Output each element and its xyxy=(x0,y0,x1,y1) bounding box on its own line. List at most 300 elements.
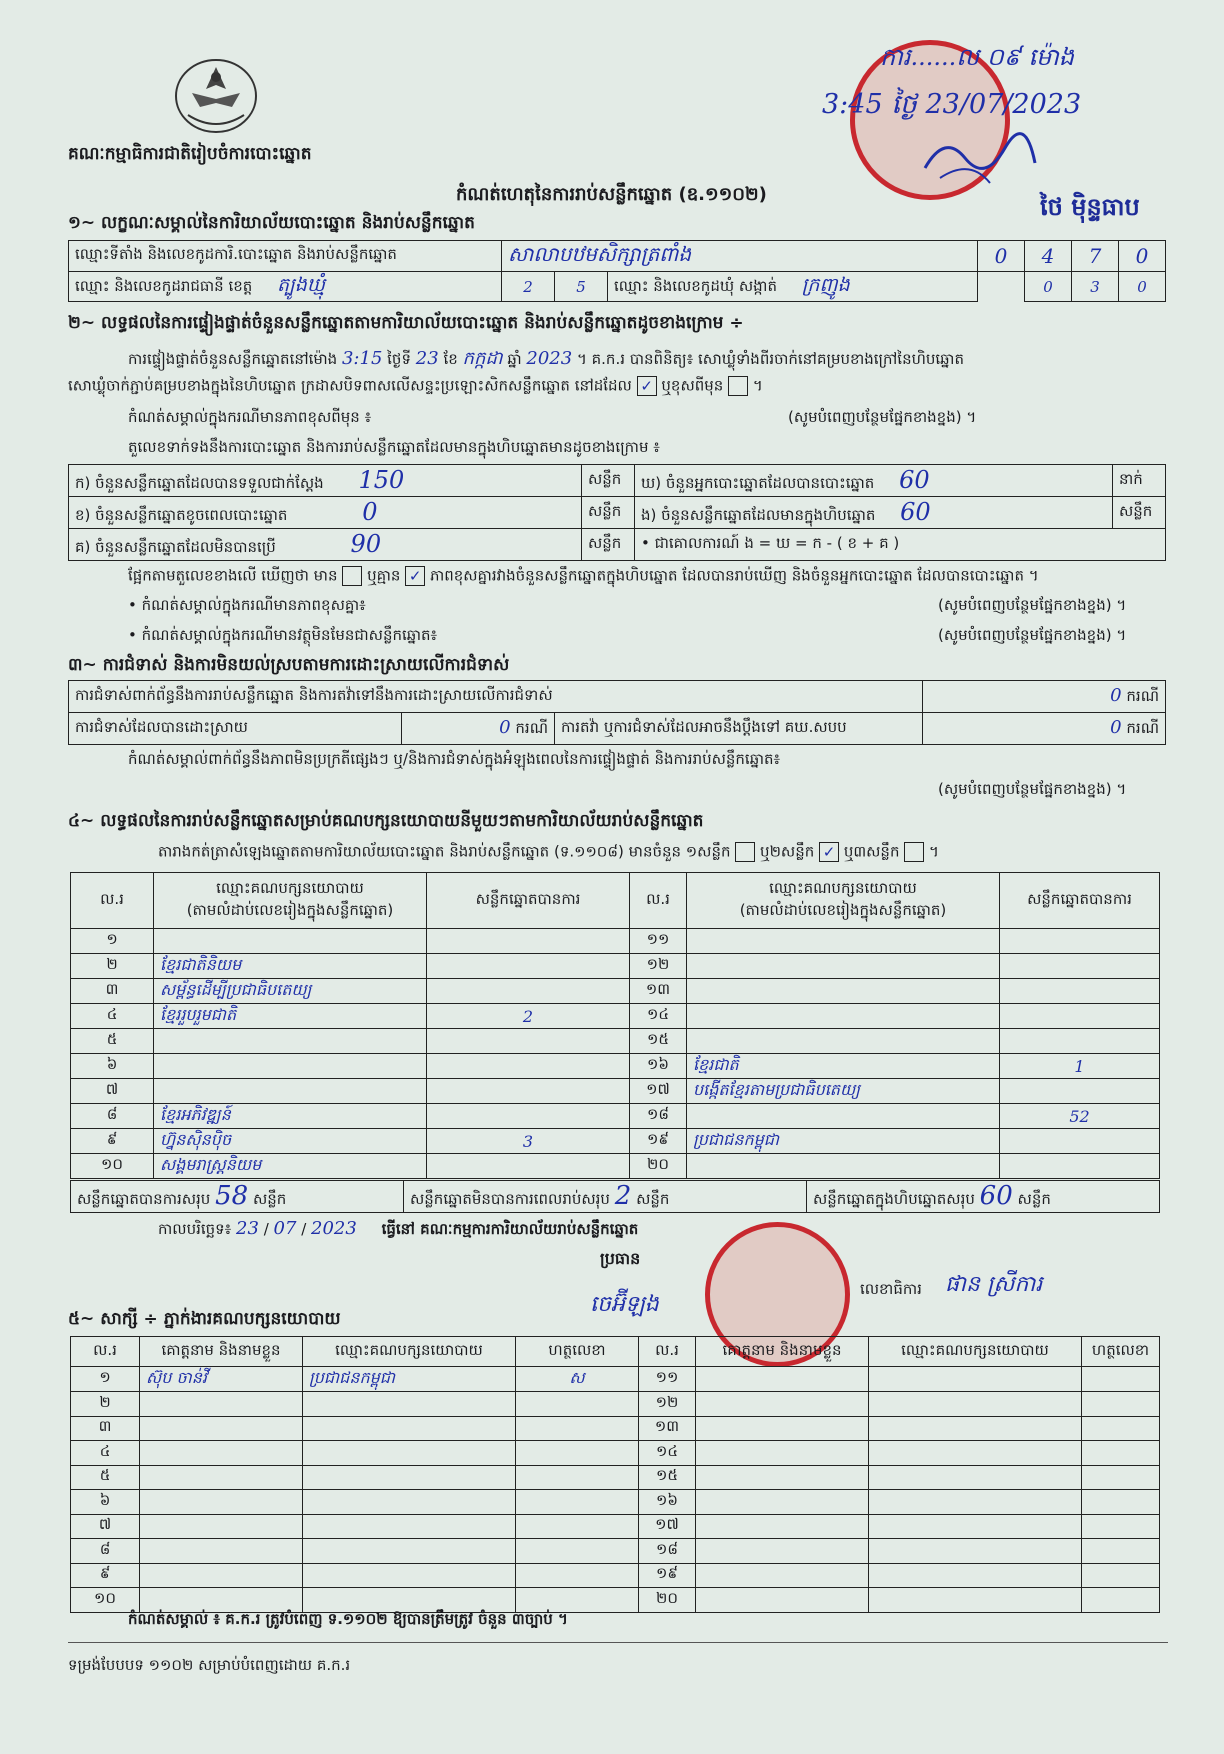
witness-row-no-right: ១៤ xyxy=(639,1441,696,1466)
figures-table xyxy=(68,464,1166,561)
chair-label: ប្រធាន xyxy=(600,1249,641,1268)
witness-row-sign-right xyxy=(1082,1367,1160,1392)
changed-label: ឬខុសពីមុន xyxy=(661,376,724,395)
section2-title: ២~ លទ្ធផលនៃការផ្ទៀងផ្ទាត់ចំនួនសន្លឹកឆ្នោតតាមការិយាល័យបោះឆ្នោត និងរាប់សន្លឹកឆ្នោតដូចខាងក្រោម ÷ xyxy=(68,313,744,333)
verify-suffix: ។ គ.ក.រ បានពិនិត្យ៖ សោឃ្លុំទាំងពីរចាក់នៅគម្របខាងក្រៅនៃហិបឆ្នោត xyxy=(576,350,964,368)
witness-row-party-right xyxy=(869,1441,1082,1466)
results-row-no-left: ១០ xyxy=(71,1154,154,1179)
fig-e xyxy=(635,497,1113,529)
results-row-no-right: ១១ xyxy=(630,929,687,954)
results-row-votes-right: 1 xyxy=(1000,1054,1160,1079)
verify-day: 23 xyxy=(415,348,439,369)
appeal-unit: ករណី xyxy=(1126,718,1159,737)
section3-table xyxy=(68,680,1166,745)
witness-row-name-right xyxy=(696,1392,869,1417)
witness-row-party-right xyxy=(869,1367,1082,1392)
witness-row-sign-right xyxy=(1082,1588,1160,1613)
witness-row-sign-right xyxy=(1082,1539,1160,1564)
results-row-party-right xyxy=(687,1154,1000,1179)
province-code-2: 5 xyxy=(555,272,608,302)
fig-b xyxy=(69,497,582,529)
results-row-votes-right xyxy=(1000,1154,1160,1179)
secretary-label: លេខាធិការ xyxy=(860,1280,922,1298)
witness-row-no-left: ៣ xyxy=(71,1416,140,1441)
witness-row-no-left: ២ xyxy=(71,1392,140,1417)
witness-row-party-right xyxy=(869,1490,1082,1515)
witness-table xyxy=(70,1336,1160,1613)
results-row-no-right: ១២ xyxy=(630,954,687,979)
witness-row-name-left xyxy=(140,1490,303,1515)
witness-row-name-right xyxy=(696,1367,869,1392)
date-label: កាលបរិច្ឆេទ៖ xyxy=(158,1220,232,1238)
witness-row-party-right xyxy=(869,1539,1082,1564)
date-line: កាលបរិច្ឆេទ៖ 23 / 07 / 2023 ធ្វើនៅ គណៈកម្មការការិយាល័យរាប់សន្លឹកឆ្នោត xyxy=(158,1218,639,1239)
results-row-party-left: ខ្មែររួបរួមជាតិ xyxy=(154,1004,427,1029)
footnote: កំណត់សម្គាល់ ៖ គ.ក.រ ត្រូវបំពេញ ទ.១១០២ ឱ្យបានត្រឹមត្រូវ ចំនួន ៣ច្បាប់ ។ xyxy=(128,1610,568,1628)
results-col-party-right xyxy=(687,873,1000,929)
results-row-votes-left xyxy=(427,1104,630,1129)
witness-row-sign-left xyxy=(516,1465,639,1490)
results-col-party-right-sub: (តាមលំដាប់លេខរៀងក្នុងសន្លឹកឆ្នោត) xyxy=(739,900,947,919)
results-row-votes-right xyxy=(1000,929,1160,954)
witness-row-sign-right xyxy=(1082,1416,1160,1441)
witness-row-party-left xyxy=(303,1465,516,1490)
two-sheet-checkbox[interactable]: ✓ xyxy=(819,842,839,862)
results-row-no-right: ១៧ xyxy=(630,1079,687,1104)
witness-row-name-left xyxy=(140,1588,303,1613)
results-row-votes-right xyxy=(1000,1029,1160,1054)
witness-col-sign-left: ហត្ថលេខា xyxy=(516,1337,639,1367)
results-row-no-right: ១៤ xyxy=(630,1004,687,1029)
witness-row-party-left xyxy=(303,1514,516,1539)
witness-col-party-left: ឈ្មោះគណបក្សនយោបាយ xyxy=(303,1337,516,1367)
fig-e-value: 60 xyxy=(900,497,931,526)
results-row-no-right: ១៩ xyxy=(630,1129,687,1154)
witness-row-name-left xyxy=(140,1465,303,1490)
results-row-no-left: ៧ xyxy=(71,1079,154,1104)
fig-a xyxy=(69,465,582,497)
witness-row xyxy=(71,1367,1160,1392)
results-row-party-right xyxy=(687,1029,1000,1054)
witness-body xyxy=(71,1367,1160,1613)
fig-formula: • ជាគោលការណ៍ ង = ឃ = ក - ( ខ + គ ) xyxy=(635,529,1166,561)
witness-row xyxy=(71,1465,1160,1490)
witness-row-no-right: ១៨ xyxy=(639,1539,696,1564)
results-row-party-right xyxy=(687,1104,1000,1129)
fill-note-3: (សូមបំពេញបន្ថែមផ្នែកខាងខ្នង) ។ xyxy=(938,626,1127,644)
fig-e-unit: សន្លឹក xyxy=(1113,497,1166,529)
three-sheet-label: ឬ៣សន្លឹក xyxy=(843,842,900,861)
witness-row-party-right xyxy=(869,1514,1082,1539)
tally-sheet-line: តារាងកត់ត្រាសំឡេងឆ្នោតតាមការិយាល័យបោះឆ្នោត និងរាប់សន្លឹកឆ្នោត (ទ.១១០៨) មានចំនួន ១សន្លឹក ឬ២សន្លឹក ✓ ឬ៣សន្លឹក ។ xyxy=(158,842,939,861)
results-row-no-right: ២០ xyxy=(630,1154,687,1179)
witness-row-no-left: ១ xyxy=(71,1367,140,1392)
witness-row-party-left xyxy=(303,1539,516,1564)
fig-d xyxy=(635,465,1113,497)
fig-d-value: 60 xyxy=(899,465,930,494)
witness-row xyxy=(71,1416,1160,1441)
results-row-votes-right xyxy=(1000,1129,1160,1154)
witness-row xyxy=(71,1392,1160,1417)
appeal-label: ការតវ៉ា ឬការជំទាស់ដែលអាចនឹងប្តឹងទៅ គឃ.សបប xyxy=(555,713,923,745)
diff-no-label: ឬគ្មាន xyxy=(367,566,401,585)
witness-row-party-right xyxy=(869,1465,1082,1490)
fill-note-2: (សូមបំពេញបន្ថែមផ្នែកខាងខ្នង) ។ xyxy=(938,596,1127,614)
same-checkbox[interactable]: ✓ xyxy=(637,376,657,396)
verify-month-label: ខែ xyxy=(443,350,458,368)
commune-code-3: 0 xyxy=(1119,272,1166,302)
fig-c-value: 90 xyxy=(350,529,382,558)
witness-row-party-right xyxy=(869,1392,1082,1417)
commune-label xyxy=(608,272,978,302)
witness-row xyxy=(71,1490,1160,1515)
results-row-votes-left xyxy=(427,1029,630,1054)
results-row-party-right xyxy=(687,1004,1000,1029)
results-row-party-left xyxy=(154,1054,427,1079)
verify-time-label: ការផ្ទៀងផ្ទាត់ចំនួនសន្លឹកឆ្នោតនៅម៉ោង xyxy=(128,350,338,368)
bullet-1-line xyxy=(128,596,1168,618)
verify-month: កក្កដា xyxy=(462,348,503,369)
witness-row-no-left: ៩ xyxy=(71,1563,140,1588)
section4-title: ៤~ លទ្ធផលនៃការរាប់សន្លឹកឆ្នោតសម្រាប់គណបក្សនយោបាយនីមួយៗតាមការិយាល័យរាប់សន្លឹកឆ្នោត xyxy=(68,811,704,831)
results-row-party-right: ប្រជាជនកម្ពុជា xyxy=(687,1129,1000,1154)
witness-row-sign-left xyxy=(516,1416,639,1441)
witness-col-sign-right: ហត្ថលេខា xyxy=(1082,1337,1160,1367)
date-day: 23 xyxy=(236,1218,259,1239)
witness-row-sign-right xyxy=(1082,1441,1160,1466)
results-col-votes-right: សន្លឹកឆ្នោតបានការ xyxy=(1000,873,1160,929)
witness-row-name-right xyxy=(696,1441,869,1466)
commune-value: ក្រញូង xyxy=(801,273,850,296)
witness-row-party-left: ប្រជាជនកម្ពុជា xyxy=(303,1367,516,1392)
diff-no-checkbox[interactable]: ✓ xyxy=(405,566,425,586)
witness-row-party-left xyxy=(303,1588,516,1613)
date-year: 2023 xyxy=(311,1218,357,1239)
location-label: ឈ្មោះទីតាំង និងលេខកូដការិ.បោះឆ្នោត និងរាប់សន្លឹកឆ្នោត xyxy=(69,241,502,272)
results-row-no-left: ៨ xyxy=(71,1104,154,1129)
witness-row-sign-left xyxy=(516,1514,639,1539)
witness-row-party-right xyxy=(869,1563,1082,1588)
results-row-party-left xyxy=(154,1029,427,1054)
results-row-party-left: ហ្វ៊ុនស៊ិនប៉ិច xyxy=(154,1129,427,1154)
objection-cell xyxy=(923,681,1166,713)
verify-line-2-text: សោឃ្លុំចាក់ភ្ជាប់គម្របខាងក្នុងនៃហិបឆ្នោត ក្រដាសបិទពាសលើសន្ទះប្រឡោះសិកសន្លឹកឆ្នោត នៅដដែល xyxy=(68,376,632,395)
witness-row-name-left xyxy=(140,1392,303,1417)
witness-row-name-left xyxy=(140,1416,303,1441)
results-row xyxy=(71,1054,1160,1079)
verify-year-label: ឆ្នាំ xyxy=(507,350,522,368)
witness-row-no-right: ២០ xyxy=(639,1588,696,1613)
results-row-votes-right xyxy=(1000,1004,1160,1029)
date-month: 07 xyxy=(273,1218,297,1239)
results-row-no-right: ១៥ xyxy=(630,1029,687,1054)
witness-row-sign-left xyxy=(516,1490,639,1515)
diff-note-label: កំណត់សម្គាល់ក្នុងករណីមានភាពខុសពីមុន ៖ xyxy=(128,408,372,426)
results-row-votes-left: 2 xyxy=(427,1004,630,1029)
fill-note-4: (សូមបំពេញបន្ថែមផ្នែកខាងខ្នង) ។ xyxy=(938,780,1127,798)
org-name: គណៈកម្មាធិការជាតិរៀបចំការបោះឆ្នោត xyxy=(68,144,312,164)
results-row-party-left: សម្ព័ន្ធដើម្បីប្រជាធិបតេយ្យ xyxy=(154,979,427,1004)
results-col-party-left-sub: (តាមលំដាប់លេខរៀងក្នុងសន្លឹកឆ្នោត) xyxy=(186,900,394,919)
results-row-party-left xyxy=(154,1079,427,1104)
irregularity-note: កំណត់សម្គាល់ពាក់ព័ន្ធនឹងភាពមិនប្រក្រតីផ្សេងៗ ឬ/និងការជំទាស់ក្នុងអំឡុងពេលនៃការផ្ទៀងផ្ទាត់ និងការរាប់សន្លឹកឆ្នោត៖ xyxy=(128,750,781,768)
appeal-cell xyxy=(923,713,1166,745)
province-label-text: ឈ្មោះ និងលេខកូដរាជធានី ខេត្ត xyxy=(75,276,253,295)
location-code-3: 7 xyxy=(1072,241,1119,272)
resolved-cell xyxy=(402,713,555,745)
bullet-2-line xyxy=(128,626,1168,648)
sum-invalid-label: សន្លឹកឆ្នោតមិនបានការពេលរាប់សរុប xyxy=(410,1190,610,1208)
changed-checkbox[interactable] xyxy=(728,376,748,396)
results-col-party-right-title: ឈ្មោះគណបក្សនយោបាយ xyxy=(769,878,917,897)
results-row xyxy=(71,979,1160,1004)
witness-row-no-right: ១៣ xyxy=(639,1416,696,1441)
commune-label-text: ឈ្មោះ និងលេខកូដឃុំ សង្កាត់ xyxy=(614,276,777,295)
verify-line-2: សោឃ្លុំចាក់ភ្ជាប់គម្របខាងក្នុងនៃហិបឆ្នោត ក្រដាសបិទពាសលើសន្ទះប្រឡោះសិកសន្លឹកឆ្នោត នៅដដែល ✓ ឬខុសពីមុន ។ xyxy=(68,376,763,395)
verify-year: 2023 xyxy=(526,348,573,369)
verify-line-1 xyxy=(128,346,1168,373)
results-row-votes-right xyxy=(1000,1079,1160,1104)
results-row-no-left: ៣ xyxy=(71,979,154,1004)
results-col-no-left: ល.រ xyxy=(71,873,154,929)
witness-row-party-left xyxy=(303,1392,516,1417)
results-row-votes-left xyxy=(427,1154,630,1179)
witness-row-name-right xyxy=(696,1416,869,1441)
province-value: ត្បូងឃ្មុំ xyxy=(277,273,325,296)
tally-sheet-label: តារាងកត់ត្រាសំឡេងឆ្នោតតាមការិយាល័យបោះឆ្នោត និងរាប់សន្លឹកឆ្នោត (ទ.១១០៨) មានចំនួន ១សន្លឹក xyxy=(158,842,731,861)
fig-d-label: ឃ) ចំនួនអ្នកបោះឆ្នោតដែលបានបោះឆ្នោត xyxy=(641,473,875,492)
witness-row-party-left xyxy=(303,1416,516,1441)
fig-c-label: គ) ចំនួនសន្លឹកឆ្នោតដែលមិនបានប្រើ xyxy=(75,537,276,556)
results-row-party-left: ខ្មែរជាតិនិយម xyxy=(154,954,427,979)
witness-row-party-left xyxy=(303,1490,516,1515)
province-code-1: 2 xyxy=(502,272,555,302)
diff-yes-checkbox[interactable] xyxy=(342,566,362,586)
stamp-note-1: ការ......ល ០៩ ម៉ោង xyxy=(880,43,1075,71)
fill-note-1: (សូមបំពេញបន្ថែមផ្នែកខាងខ្នង) ។ xyxy=(788,408,977,426)
verify-time: 3:15 xyxy=(341,348,383,369)
witness-row-name-left xyxy=(140,1514,303,1539)
witness-row-sign-left xyxy=(516,1588,639,1613)
results-row-no-right: ១៦ xyxy=(630,1054,687,1079)
results-row xyxy=(71,1129,1160,1154)
blank-cell xyxy=(978,272,1025,302)
results-row-no-left: ៦ xyxy=(71,1054,154,1079)
location-code-4: 0 xyxy=(1119,241,1166,272)
fig-c xyxy=(69,529,582,561)
witness-row-name-right xyxy=(696,1563,869,1588)
witness-row xyxy=(71,1514,1160,1539)
witness-row-no-left: ៤ xyxy=(71,1441,140,1466)
results-row-no-left: ១ xyxy=(71,929,154,954)
witness-row-name-right xyxy=(696,1514,869,1539)
nec-emblem-icon xyxy=(170,55,262,137)
results-row-votes-left xyxy=(427,1079,630,1104)
sum-box-value: 60 xyxy=(979,1181,1013,1211)
bullet-2: • កំណត់សម្គាល់ក្នុងករណីមានវត្ថុមិនមែនជាសន្លឹកឆ្នោត៖ xyxy=(128,626,438,644)
witness-row xyxy=(71,1588,1160,1613)
results-row-party-left xyxy=(154,929,427,954)
results-row-votes-left: 3 xyxy=(427,1129,630,1154)
witness-row-name-right xyxy=(696,1539,869,1564)
witness-row-name-right xyxy=(696,1588,869,1613)
witness-row-no-left: ១០ xyxy=(71,1588,140,1613)
fig-c-unit: សន្លឹក xyxy=(582,529,635,561)
section3-title: ៣~ ការជំទាស់ និងការមិនយល់ស្របតាមការដោះស្រាយលើការជំទាស់ xyxy=(68,655,510,675)
results-table xyxy=(70,872,1160,1179)
sum-invalid-value: 2 xyxy=(614,1181,632,1211)
sum-box-cell xyxy=(807,1181,1160,1213)
objection-value: 0 xyxy=(1110,684,1122,706)
witness-col-name-right: គោត្តនាម និងនាមខ្លួន xyxy=(696,1337,869,1367)
bullet-1: • កំណត់សម្គាល់ក្នុងករណីមានភាពខុសគ្នា៖ xyxy=(128,596,366,614)
results-row-party-right xyxy=(687,979,1000,1004)
objection-label: ការជំទាស់ពាក់ព័ន្ធនឹងការរាប់សន្លឹកឆ្នោត និងការតវ៉ាទៅនឹងការដោះស្រាយលើការជំទាស់ xyxy=(69,681,923,713)
section1-title: ១~ លក្ខណៈសម្គាល់នៃការិយាល័យបោះឆ្នោត និងរាប់សន្លឹកឆ្នោត xyxy=(68,213,475,233)
fig-a-value: 150 xyxy=(358,465,405,494)
diff-yes-label: ផ្អែកតាមតួលេខខាងលើ ឃើញថា មាន xyxy=(128,566,338,585)
results-row-party-right xyxy=(687,929,1000,954)
results-row-party-right: ខ្មែរជាតិ xyxy=(687,1054,1000,1079)
results-row-votes-left xyxy=(427,979,630,1004)
witness-row-no-left: ៨ xyxy=(71,1539,140,1564)
fig-e-label: ង) ចំនួនសន្លឹកឆ្នោតដែលមានក្នុងហិបឆ្នោត xyxy=(641,505,876,524)
sum-valid-unit: សន្លឹក xyxy=(252,1190,287,1208)
results-row-votes-left xyxy=(427,1054,630,1079)
results-row-votes-right xyxy=(1000,954,1160,979)
two-sheet-label: ឬ២សន្លឹក xyxy=(760,842,815,861)
results-row xyxy=(71,1104,1160,1129)
results-col-party-left-title: ឈ្មោះគណបក្សនយោបាយ xyxy=(216,878,364,897)
figures-intro: តួលេខទាក់ទងនឹងការបោះឆ្នោត និងការរាប់សន្លឹកឆ្នោតដែលមានក្នុងហិបឆ្នោតមានដូចខាងក្រោម ៖ xyxy=(128,438,660,456)
witness-row-sign-left xyxy=(516,1563,639,1588)
witness-row-party-right xyxy=(869,1588,1082,1613)
witness-row-sign-left xyxy=(516,1392,639,1417)
witness-row-name-left xyxy=(140,1539,303,1564)
witness-row-sign-right xyxy=(1082,1490,1160,1515)
fig-b-value: 0 xyxy=(362,497,378,526)
sum-box-label: សន្លឹកឆ្នោតក្នុងហិបឆ្នោតសរុប xyxy=(813,1190,975,1208)
results-col-party-left xyxy=(154,873,427,929)
witness-row xyxy=(71,1563,1160,1588)
fig-b-label: ខ) ចំនួនសន្លឹកឆ្នោតខូចពេលបោះឆ្នោត xyxy=(75,505,288,524)
stamp-note-2: 3:45 ថ្ងៃ 23/07/2023 xyxy=(822,89,1082,120)
location-code-2: 4 xyxy=(1025,241,1072,272)
witness-row-sign-left xyxy=(516,1539,639,1564)
witness-row-party-left xyxy=(303,1441,516,1466)
results-row-party-left: សង្គមរាស្ត្រនិយម xyxy=(154,1154,427,1179)
results-row xyxy=(71,1154,1160,1179)
results-summary xyxy=(70,1180,1160,1213)
witness-row-name-left xyxy=(140,1441,303,1466)
fig-d-unit: នាក់ xyxy=(1113,465,1166,497)
witness-row-sign-right xyxy=(1082,1514,1160,1539)
committee-label: ធ្វើនៅ គណៈកម្មការការិយាល័យរាប់សន្លឹកឆ្នោត xyxy=(381,1220,639,1238)
sum-invalid-cell xyxy=(404,1181,807,1213)
province-label xyxy=(69,272,502,302)
diff-description: ភាពខុសគ្នារវាងចំនួនសន្លឹកឆ្នោតក្នុងហិបឆ្នោត ដែលបានរាប់ឃើញ និងចំនួនអ្នកបោះឆ្នោត ដែលបានបោះឆ្នោត ។ xyxy=(429,566,1039,585)
verify-day-label: ថ្ងៃទី xyxy=(387,350,411,368)
results-row-no-right: ១៣ xyxy=(630,979,687,1004)
results-row xyxy=(71,929,1160,954)
results-row xyxy=(71,954,1160,979)
witness-col-party-right: ឈ្មោះគណបក្សនយោបាយ xyxy=(869,1337,1082,1367)
results-col-no-right: ល.រ xyxy=(630,873,687,929)
handwritten-signature-icon xyxy=(920,128,1040,188)
commune-code-2: 3 xyxy=(1072,272,1119,302)
witness-row-no-right: ១៧ xyxy=(639,1514,696,1539)
results-row-votes-right xyxy=(1000,979,1160,1004)
results-row-votes-right: 52 xyxy=(1000,1104,1160,1129)
fig-a-unit: សន្លឹក xyxy=(582,465,635,497)
results-row-party-right: បង្កើតខ្មែរតាមប្រជាធិបតេយ្យ xyxy=(687,1079,1000,1104)
signer-name: ថៃ ម៉ិន្ទធាប xyxy=(1040,193,1140,221)
witness-row-no-left: ៧ xyxy=(71,1514,140,1539)
one-sheet-checkbox[interactable] xyxy=(735,842,755,862)
results-row xyxy=(71,1079,1160,1104)
results-row xyxy=(71,1004,1160,1029)
witness-row-name-right xyxy=(696,1490,869,1515)
commune-code-1: 0 xyxy=(1025,272,1072,302)
sum-valid-cell xyxy=(71,1181,404,1213)
results-row-votes-left xyxy=(427,929,630,954)
three-sheet-checkbox[interactable] xyxy=(904,842,924,862)
witness-row xyxy=(71,1441,1160,1466)
witness-row-party-left xyxy=(303,1563,516,1588)
witness-row-sign-right xyxy=(1082,1392,1160,1417)
sum-box-unit: សន្លឹក xyxy=(1017,1190,1051,1208)
witness-row-sign-left xyxy=(516,1441,639,1466)
resolved-unit: ករណី xyxy=(515,718,548,737)
section1-table xyxy=(68,240,1166,302)
results-row-party-left: ខ្មែរអភិវឌ្ឍន៍ xyxy=(154,1104,427,1129)
form-footer: ទម្រង់បែបបទ ១១០២ សម្រាប់បំពេញដោយ គ.ក.រ xyxy=(68,1656,351,1674)
witness-row-sign-right xyxy=(1082,1465,1160,1490)
objection-unit: ករណី xyxy=(1126,686,1159,705)
results-row-no-left: ២ xyxy=(71,954,154,979)
results-row-party-right xyxy=(687,954,1000,979)
witness-row-no-left: ៥ xyxy=(71,1465,140,1490)
witness-col-no-left: ល.រ xyxy=(71,1337,140,1367)
resolved-label: ការជំទាស់ដែលបានដោះស្រាយ xyxy=(69,713,402,745)
location-code-1: 0 xyxy=(978,241,1025,272)
verify-line-3 xyxy=(128,408,1168,430)
witness-row-name-left xyxy=(140,1563,303,1588)
witness-col-name-left: គោត្តនាម និងនាមខ្លួន xyxy=(140,1337,303,1367)
witness-row-party-right xyxy=(869,1416,1082,1441)
witness-row-no-right: ១១ xyxy=(639,1367,696,1392)
witness-row-no-left: ៦ xyxy=(71,1490,140,1515)
witness-row-no-right: ១៥ xyxy=(639,1465,696,1490)
sum-valid-label: សន្លឹកឆ្នោតបានការសរុប xyxy=(77,1190,211,1208)
difference-line xyxy=(128,566,1039,589)
witness-row-name-left: ស៊ុប ចាន់វី xyxy=(140,1367,303,1392)
footer-divider xyxy=(68,1642,1168,1643)
results-row-no-left: ៩ xyxy=(71,1129,154,1154)
witness-row xyxy=(71,1539,1160,1564)
results-row-no-left: ៥ xyxy=(71,1029,154,1054)
chair-signature: ចេអ៊ីឡង xyxy=(590,1292,659,1317)
witness-row-no-right: ១៦ xyxy=(639,1490,696,1515)
witness-row-name-right xyxy=(696,1465,869,1490)
results-col-votes-left: សន្លឹកឆ្នោតបានការ xyxy=(427,873,630,929)
section5-title: ៥~ សាក្សី ÷ ភ្នាក់ងារគណបក្សនយោបាយ xyxy=(68,1309,341,1329)
sum-invalid-unit: សន្លឹក xyxy=(636,1190,670,1208)
witness-row-no-right: ១៩ xyxy=(639,1563,696,1588)
results-row xyxy=(71,1029,1160,1054)
results-row-no-left: ៤ xyxy=(71,1004,154,1029)
sum-valid-value: 58 xyxy=(215,1181,249,1211)
